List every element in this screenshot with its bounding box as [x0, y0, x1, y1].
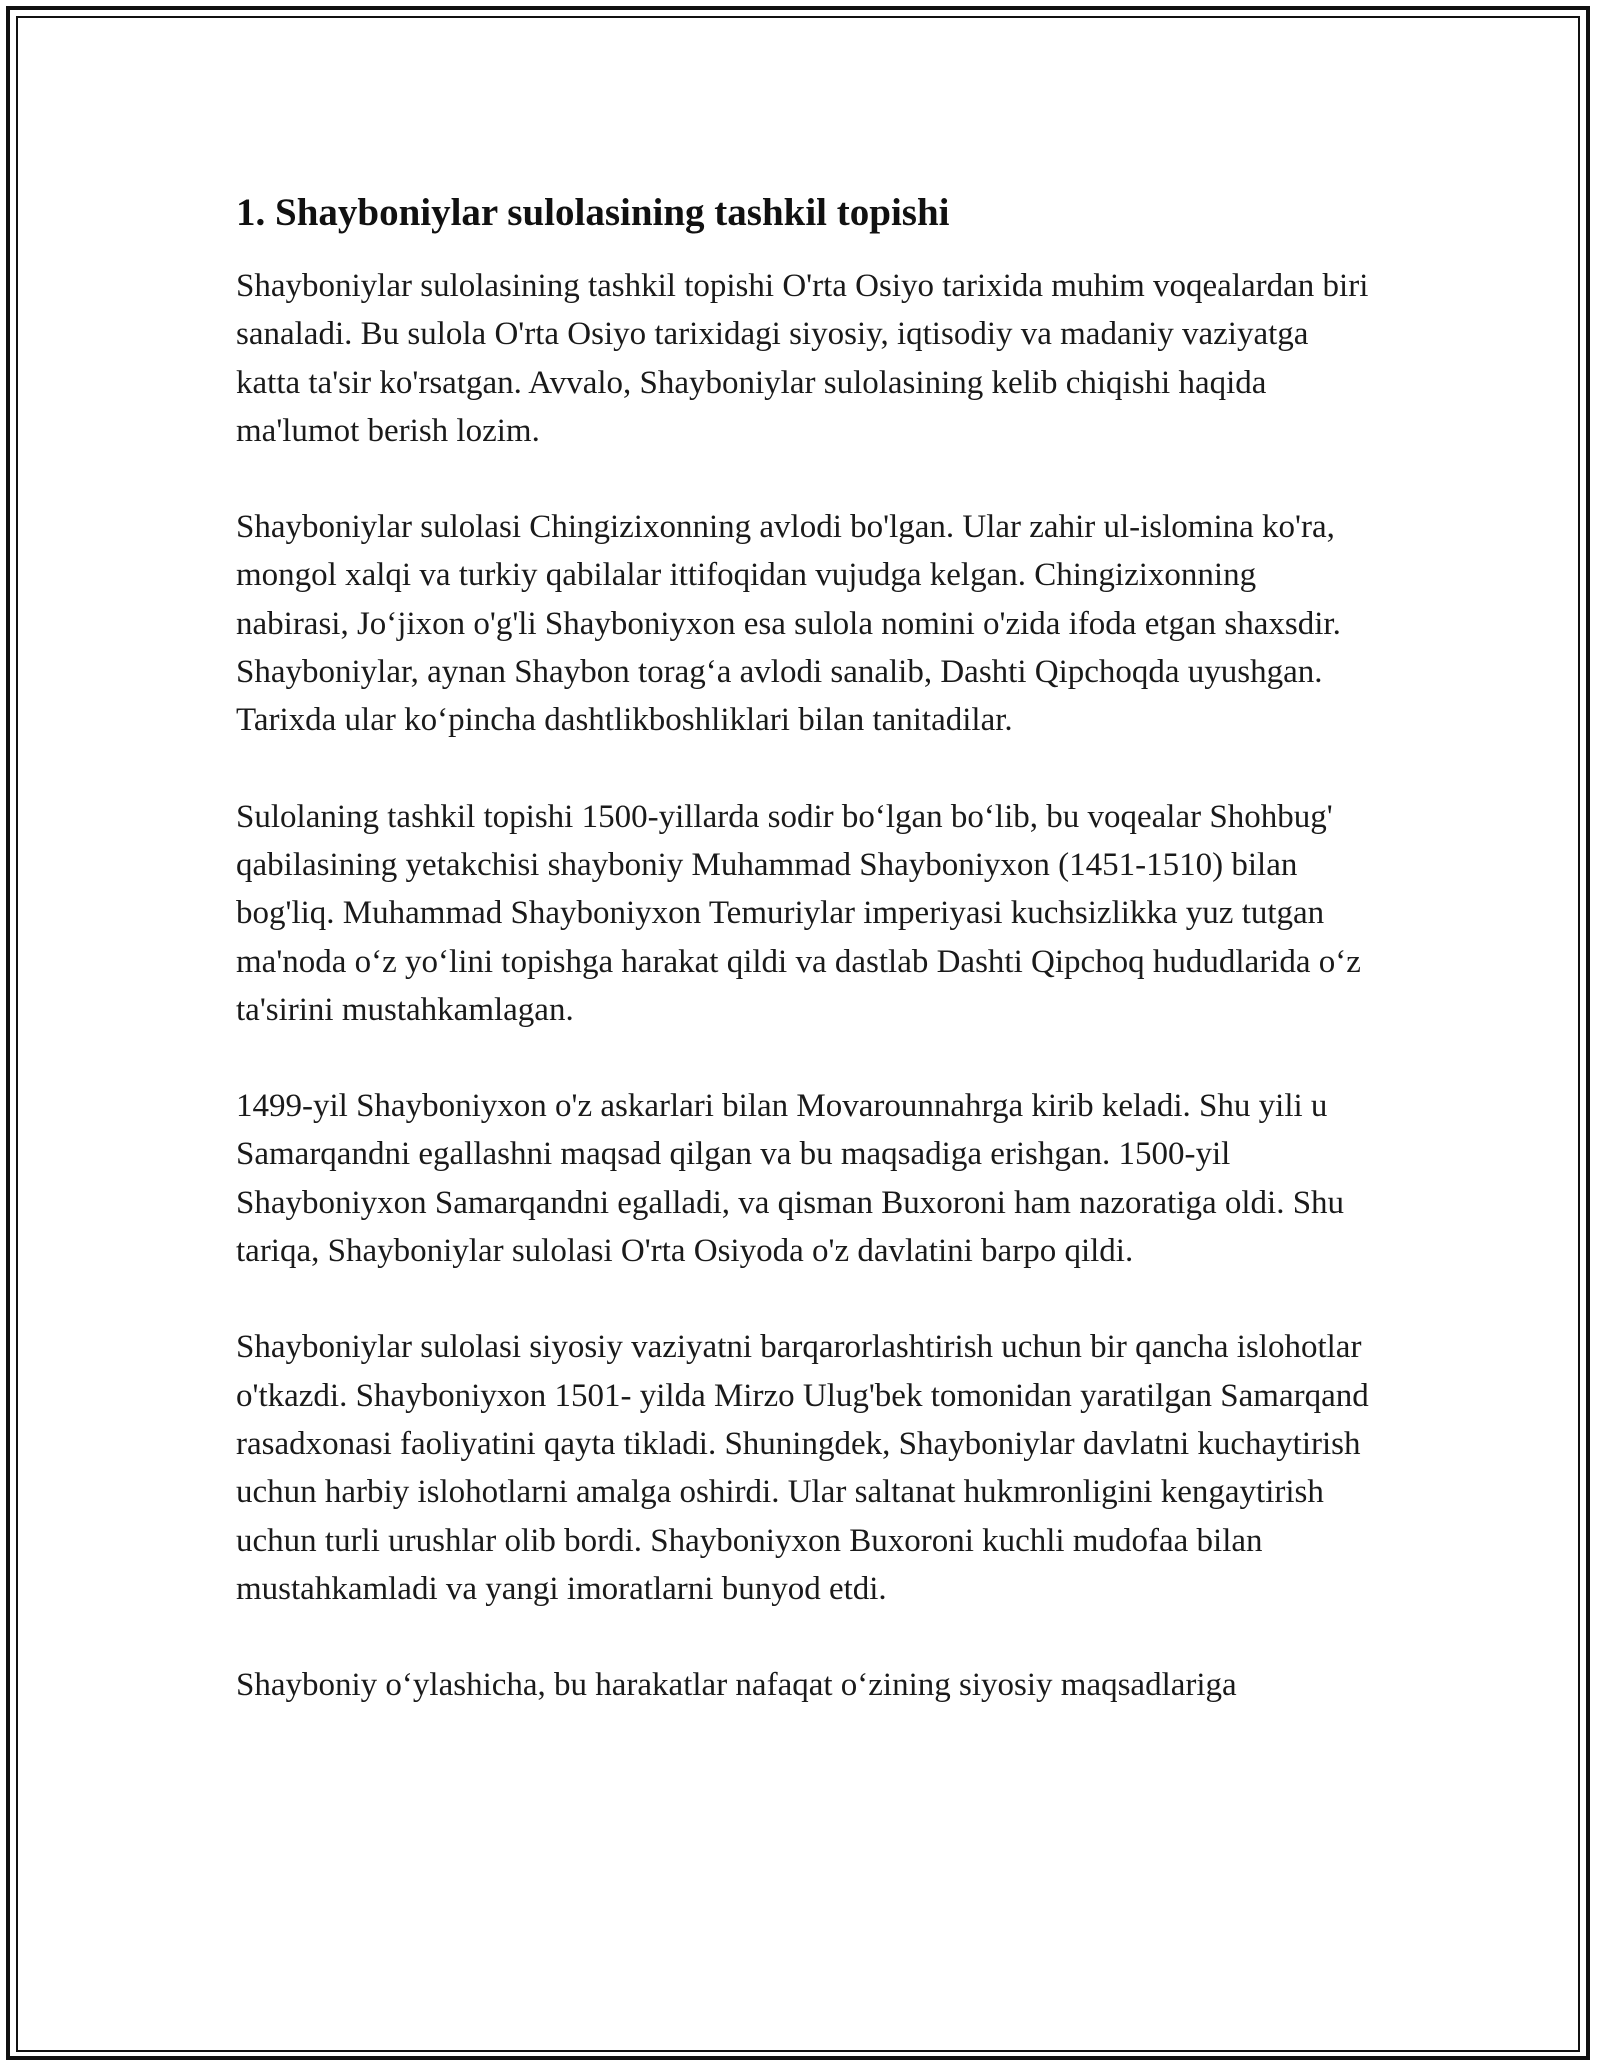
paragraph-3: Sulolaning tashkil topishi 1500-yillarda sodir bo‘lgan bo‘lib, bu voqealar Shohbug' qabilasining yetakchisi shayboniy Muhammad Shayboniyxon (1451-1510) bilan bog'liq. Muhammad Shayboniyxon Temuriylar imperiyasi kuchsizlikka yuz tutgan ma'noda o‘z yo‘lini topishga harakat qildi va dastlab Dashti Qipchoq hududlarida o‘z ta'sirini mustahkamlagan.	[236, 798, 1361, 1028]
section-heading: 1. Shayboniylar sulolasining tashkil topishi	[236, 191, 950, 234]
paragraph-6: Shayboniy o‘ylashicha, bu harakatlar nafaqat o‘zining siyosiy maqsadlariga	[236, 1667, 1237, 1704]
paragraph-4: 1499-yil Shayboniyxon o'z askarlari bilan Movarounnahrga kirib keladi. Shu yili u Samarqandni egallashni maqsad qilgan va bu maqsadiga erishgan. 1500-yil Shayboniyxon Samarqandni egalladi, va qisman Buxoroni ham nazoratiga oldi. Shu tariqa, Shayboniylar sulolasi O'rta Osiyoda o'z davlatini barpo qildi.	[236, 1088, 1345, 1270]
paragraph-5: Shayboniylar sulolasi siyosiy vaziyatni barqarorlashtirish uchun bir qancha islohotlar o'tkazdi. Shayboniyxon 1501- yilda Mirzo Ulug'bek tomonidan yaratilgan Samarqand rasadxonasi faoliyatini qayta tikladi. Shuningdek, Shayboniylar davlatni kuchaytirish uchun harbiy islohotlarni amalga oshirdi. Ular saltanat hukmronligini kengaytirish uchun turli urushlar olib bordi. Shayboniyxon Buxoroni kuchli mudofaa bilan mustahkamladi va yangi imoratlarni bunyod etdi.	[236, 1329, 1369, 1607]
paragraph-2: Shayboniylar sulolasi Chingizixonning avlodi bo'lgan. Ular zahir ul-islomina ko'ra, mongol xalqi va turkiy qabilalar ittifoqidan vujudga kelgan. Chingizixonning nabirasi, Jo‘jixon o'g'li Shayboniyxon esa sulola nomini o'zida ifoda etgan shaxsdir. Shayboniylar, aynan Shaybon torag‘a avlodi sanalib, Dashti Qipchoqda uyushgan. Tarixda ular ko‘pincha dashtlikboshliklari bilan tanitadilar.	[236, 509, 1341, 739]
paragraph-1: Shayboniylar sulolasining tashkil topishi O'rta Osiyo tarixida muhim voqealardan biri sanaladi. Bu sulola O'rta Osiyo tarixidagi siyosiy, iqtisodiy va madaniy vaziyatga katta ta'sir ko'rsatgan. Avvalo, Shayboniylar sulolasining kelib chiqishi haqida ma'lumot berish lozim.	[236, 268, 1369, 449]
document-body	[236, 188, 1376, 1757]
